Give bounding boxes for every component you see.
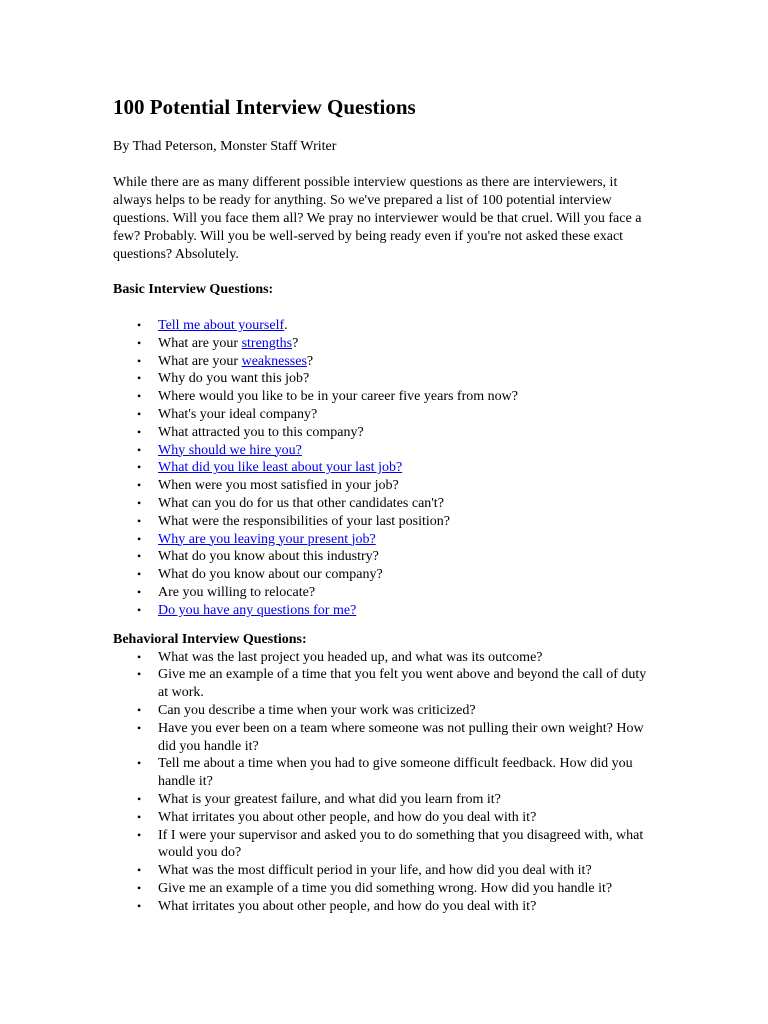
list-item <box>113 459 658 477</box>
bullet-icon: • <box>137 318 142 332</box>
question-text: If I were your supervisor and asked you to do something that you disagreed with, what would you do? <box>158 827 644 861</box>
behavioral-questions-heading: Behavioral Interview Questions: <box>113 631 307 647</box>
list-item <box>113 353 658 371</box>
question-text: Where would you like to be in your career five years from now? <box>158 389 518 405</box>
list-item <box>113 720 658 756</box>
bullet-icon: • <box>137 880 142 895</box>
bullet-icon: • <box>137 460 142 475</box>
page-title: 100 Potential Interview Questions <box>113 95 416 119</box>
list-item <box>113 388 658 406</box>
bullet-icon: • <box>137 756 142 771</box>
bullet-icon: • <box>137 667 142 682</box>
basic-questions-list <box>113 317 658 620</box>
list-item <box>113 880 658 898</box>
question-text: What was the last project you headed up, and what was its outcome? <box>158 649 543 665</box>
bullet-icon: • <box>137 584 142 599</box>
list-item <box>113 548 658 566</box>
question-link[interactable]: Why should we hire you? <box>158 442 302 458</box>
document-page <box>113 92 658 916</box>
list-item <box>113 584 658 602</box>
bullet-icon: • <box>137 898 142 913</box>
question-text: What do you know about our company? <box>158 567 383 583</box>
question-text: What irritates you about other people, and how do you deal with it? <box>158 898 537 914</box>
bullet-icon: • <box>137 406 142 421</box>
bullet-icon: • <box>137 549 142 564</box>
question-link[interactable]: strengths <box>241 335 293 351</box>
bullet-icon: • <box>137 863 142 878</box>
question-link[interactable]: weaknesses <box>241 353 307 369</box>
question-link[interactable]: Do you have any questions for me? <box>158 602 357 618</box>
list-item <box>113 862 658 880</box>
question-text: Give me an example of a time that you felt you went above and beyond the call of duty at work. <box>158 667 647 701</box>
question-text: What are your <box>158 335 242 351</box>
bullet-icon: • <box>137 602 142 617</box>
question-text: What attracted you to this company? <box>158 424 364 440</box>
bullet-icon: • <box>137 649 142 664</box>
question-text: Can you describe a time when your work was criticized? <box>158 702 476 718</box>
list-item <box>113 898 658 916</box>
bullet-icon: • <box>137 495 142 510</box>
byline: By Thad Peterson, Monster Staff Writer <box>113 139 337 154</box>
question-punctuation: ? <box>306 353 314 369</box>
list-item <box>113 424 658 442</box>
bullet-icon: • <box>137 827 142 842</box>
question-text: Tell me about a time when you had to give someone difficult feedback. How did you handle it? <box>158 756 633 790</box>
bullet-icon: • <box>137 442 142 457</box>
question-text: What was the most difficult period in your life, and how did you deal with it? <box>158 863 592 879</box>
bullet-icon: • <box>137 791 142 806</box>
list-item <box>113 335 658 353</box>
question-link[interactable]: Why are you leaving your present job? <box>158 531 376 547</box>
list-item <box>113 791 658 809</box>
question-text: What are your <box>158 353 242 369</box>
question-text: Have you ever been on a team where someone was not pulling their own weight? How did you handle it? <box>158 720 644 754</box>
list-item <box>113 702 658 720</box>
bullet-icon: • <box>137 371 142 386</box>
question-link[interactable]: Tell me about yourself <box>158 318 285 333</box>
question-punctuation: ? <box>292 335 299 351</box>
question-text: What were the responsibilities of your last position? <box>158 513 450 529</box>
bullet-icon: • <box>137 531 142 546</box>
list-item <box>113 370 658 388</box>
list-item <box>113 602 658 620</box>
question-text: Are you willing to relocate? <box>158 584 316 600</box>
question-text: Why do you want this job? <box>158 371 310 387</box>
question-punctuation: . <box>284 318 288 333</box>
bullet-icon: • <box>137 335 142 350</box>
list-item <box>113 531 658 549</box>
bullet-icon: • <box>137 424 142 439</box>
bullet-icon: • <box>137 720 142 735</box>
list-item <box>113 406 658 424</box>
bullet-icon: • <box>137 809 142 824</box>
bullet-icon: • <box>137 567 142 582</box>
question-text: What is your greatest failure, and what did you learn from it? <box>158 791 501 807</box>
bullet-icon: • <box>137 389 142 404</box>
question-text: What do you know about this industry? <box>158 549 379 565</box>
list-item <box>113 566 658 584</box>
list-item <box>113 666 658 702</box>
bullet-icon: • <box>137 702 142 717</box>
list-item <box>113 442 658 460</box>
list-item <box>113 513 658 531</box>
question-text: When were you most satisfied in your job? <box>158 478 399 494</box>
question-text: What irritates you about other people, and how do you deal with it? <box>158 809 537 825</box>
bullet-icon: • <box>137 478 142 493</box>
list-item <box>113 477 658 495</box>
question-text: What's your ideal company? <box>158 406 318 422</box>
question-link[interactable]: What did you like least about your last job? <box>158 460 403 476</box>
list-item <box>113 755 658 791</box>
question-text: Give me an example of a time you did something wrong. How did you handle it? <box>158 880 613 896</box>
basic-questions-heading: Basic Interview Questions: <box>113 282 274 297</box>
bullet-icon: • <box>137 353 142 368</box>
list-item <box>113 827 658 863</box>
list-item <box>113 649 658 667</box>
list-item <box>113 495 658 513</box>
bullet-icon: • <box>137 513 142 528</box>
behavioral-questions-list <box>113 649 658 916</box>
list-item <box>113 317 658 335</box>
question-text: What can you do for us that other candidates can't? <box>158 495 444 511</box>
intro-paragraph: While there are as many different possible interview questions as there are interviewers, it always helps to be ready for anything. So we've prepared a list of 100 potential interview questions. Will you face them all? We pray no interviewer would be that cruel. Will you face a few? Probably. Will you be well-served by being ready even if you're not asked these exact questions? Absolutely. <box>113 175 642 262</box>
list-item <box>113 809 658 827</box>
